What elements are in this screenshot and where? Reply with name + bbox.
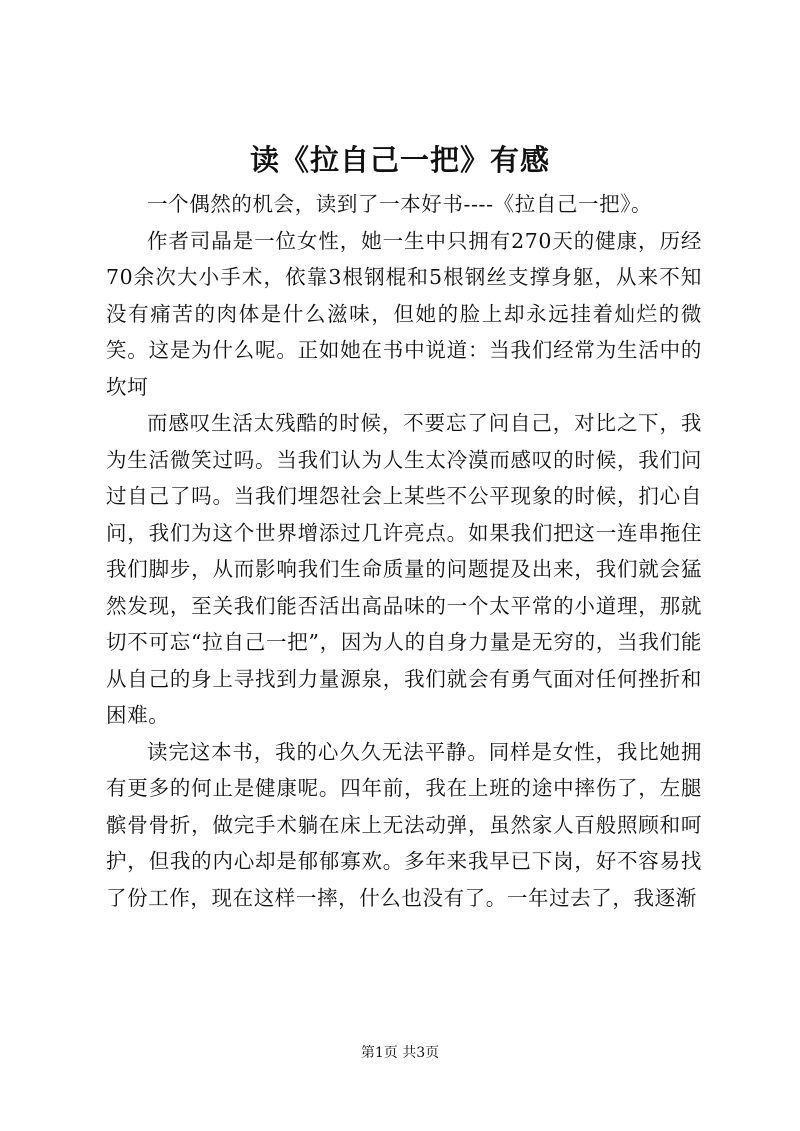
paragraph-3: 而感叹生活太残酷的时候，不要忘了问自己，对比之下，我为生活微笑过吗。当我们认为人生太冷漠而感叹的时候，我们问过自己了吗。当我们埋怨社会上某些不公平现象的时候，扪心自问，我们为这个世界增添过几许亮点。如果我们把这一连串拖住我们脚步，从而影响我们生命质量的问题提及出来，我们就会猛然发现，至关我们能否活出高品味的一个太平常的小道理，那就切不可忘“拉自己一把”，因为人的自身力量是无穷的，当我们能从自己的身上寻找到力量源泉，我们就会有勇气面对任何挫折和困难。 — [106, 411, 702, 727]
document-body — [106, 186, 702, 916]
paragraph-4: 读完这本书，我的心久久无法平静。同样是女性，我比她拥有更多的何止是健康呢。四年前，我在上班的途中摔伤了，左腿髌骨骨折，做完手术躺在床上无法动弹，虽然家人百般照顾和呵护，但我的内心却是郁郁寡欢。多年来我早已下岗，好不容易找了份工作，现在这样一摔，什么也没有了。一年过去了，我逐渐 — [106, 739, 702, 910]
paragraph-1: 一个偶然的机会，读到了一本好书----《拉自己一把》。 — [147, 192, 653, 216]
document-title: 读《拉自己一把》有感 — [249, 143, 550, 177]
paragraph-2: 作者司晶是一位女性，她一生中只拥有270天的健康，历经70余次大小手术，依靠3根钢棍和5根钢丝支撑身躯，从来不知没有痛苦的肉体是什么滋味，但她的脸上却永远挂着灿烂的微笑。这是为什么呢。正如她在书中说道：当我们经常为生活中的坎坷 — [106, 228, 702, 399]
page-footer: 第1页 共3页 — [360, 1045, 440, 1061]
